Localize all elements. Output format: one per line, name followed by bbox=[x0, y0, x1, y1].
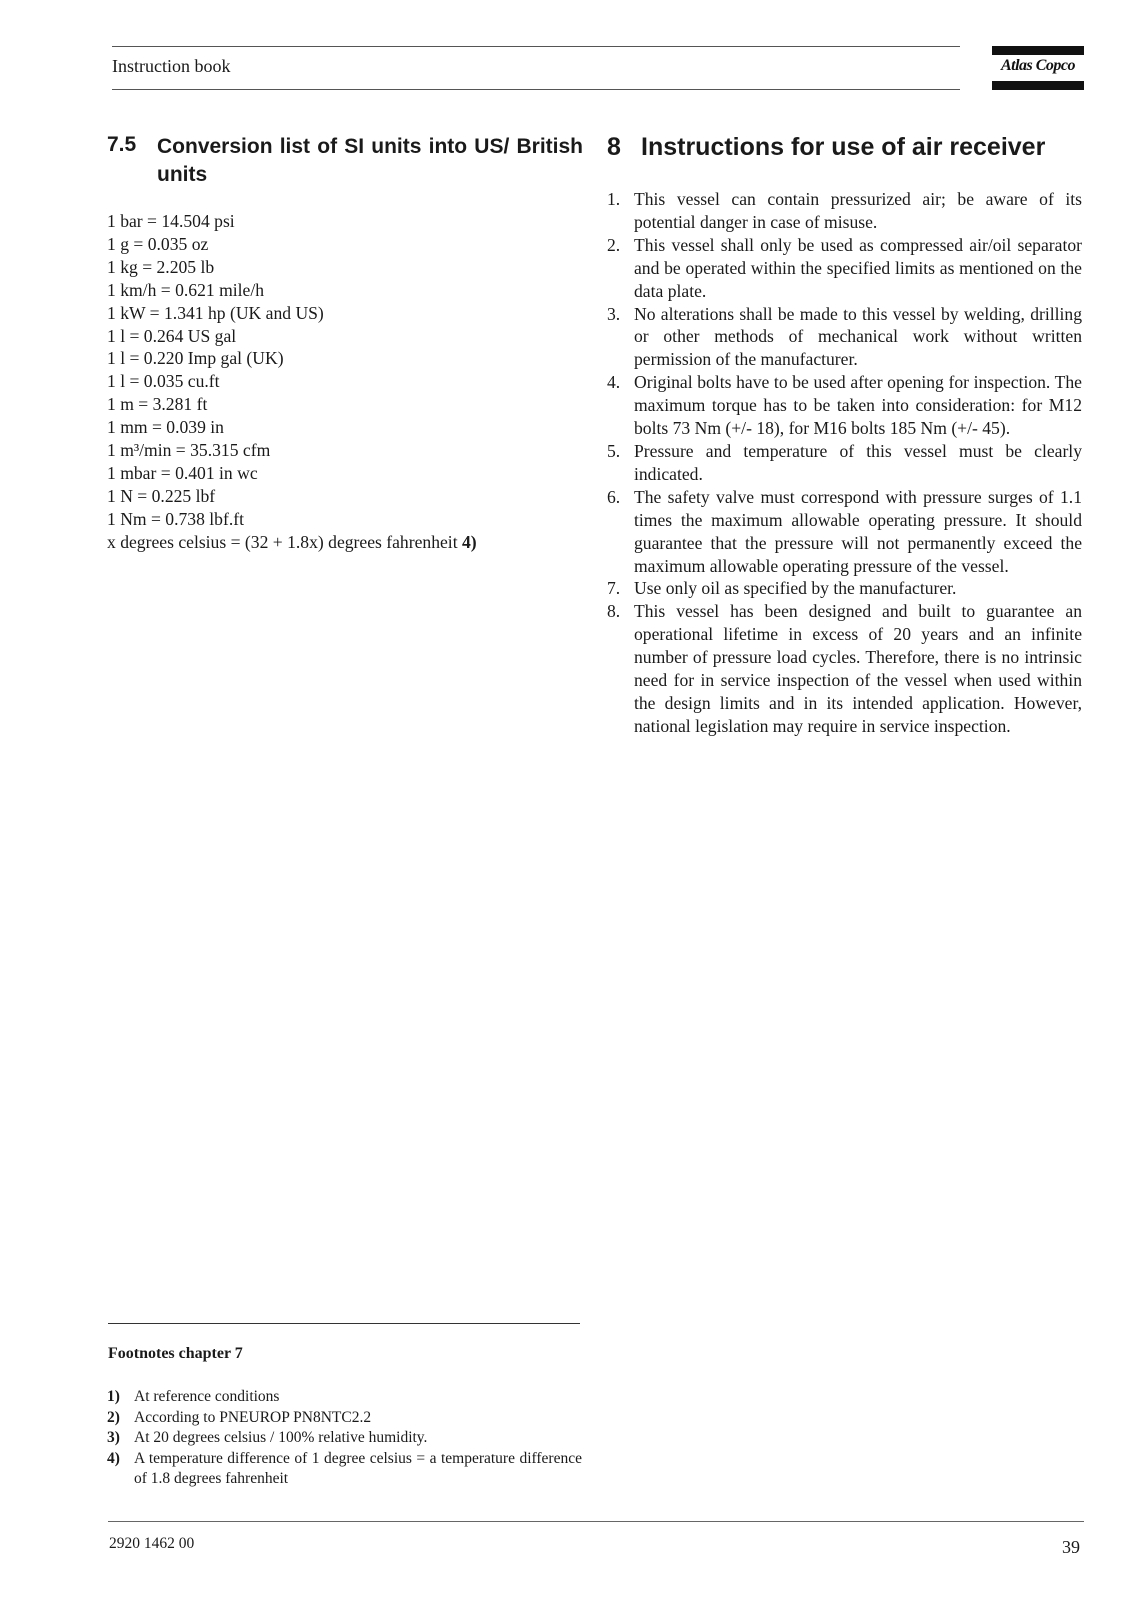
section-8-number: 8 bbox=[607, 133, 621, 161]
instruction-item bbox=[607, 234, 1082, 303]
logo-top-bar bbox=[992, 46, 1084, 55]
footnote-text: At reference conditions bbox=[134, 1388, 280, 1405]
instruction-item bbox=[607, 371, 1082, 440]
instruction-number: 3. bbox=[607, 303, 621, 324]
instruction-text: Original bolts have to be used after opening for inspection. The maximum torque has to be taken into consideration: for M12 bolts 73 Nm (+/- 18), for M16 bolts 185 Nm (+/- 45). bbox=[634, 372, 1082, 439]
conversion-item: 1 l = 0.035 cu.ft bbox=[107, 371, 220, 392]
conversion-item: 1 N = 0.225 lbf bbox=[107, 485, 216, 506]
instruction-number: 2. bbox=[607, 234, 621, 255]
instruction-text: This vessel can contain pressurized air; be aware of its potential danger in case of misuse. bbox=[634, 189, 1082, 232]
section-7-5-number: 7.5 bbox=[107, 133, 137, 156]
instruction-number: 5. bbox=[607, 440, 621, 461]
footnote-text: A temperature difference of 1 degree celsius = a temperature difference of 1.8 degrees fahrenheit bbox=[134, 1449, 582, 1488]
instruction-item bbox=[607, 486, 1082, 578]
footnote-item bbox=[107, 1408, 582, 1429]
instruction-item bbox=[607, 303, 1082, 372]
instruction-number: 7. bbox=[607, 578, 621, 599]
conversion-item: 1 l = 0.264 US gal bbox=[107, 325, 237, 346]
instruction-item bbox=[607, 600, 1082, 737]
conversion-item: 1 m = 3.281 ft bbox=[107, 394, 208, 415]
document-number: 2920 1462 00 bbox=[109, 1535, 195, 1552]
instruction-text: No alterations shall be made to this vessel by welding, drilling or other methods of mechanical work without written permission of the manufacturer. bbox=[634, 303, 1082, 370]
instruction-item bbox=[607, 577, 1082, 600]
footnote-text: According to PNEUROP PN8NTC2.2 bbox=[134, 1408, 372, 1426]
conversion-list bbox=[107, 210, 587, 554]
footnotes-list bbox=[107, 1387, 582, 1490]
footnote-item bbox=[107, 1449, 582, 1490]
instructions-list bbox=[607, 188, 1082, 738]
footnote-number: 3) bbox=[107, 1429, 120, 1447]
temperature-formula: x degrees celsius = (32 + 1.8x) degrees fahrenheit bbox=[107, 531, 462, 552]
footer-rule bbox=[108, 1521, 1084, 1522]
footnote-text: At 20 degrees celsius / 100% relative humidity. bbox=[134, 1429, 428, 1447]
conversion-item: 1 Nm = 0.738 lbf.ft bbox=[107, 508, 244, 529]
conversion-item-temperature bbox=[107, 531, 587, 554]
page-number: 39 bbox=[1062, 1537, 1080, 1557]
conversion-item: 1 mm = 0.039 in bbox=[107, 417, 224, 438]
instruction-number: 4. bbox=[607, 372, 621, 393]
conversion-item: 1 m³/min = 35.315 cfm bbox=[107, 440, 271, 461]
instruction-text: This vessel has been designed and built to guarantee an operational lifetime in excess of 20 years and an infinite number of pressure load cycles. Therefore, there is no intrinsic need for in service inspection of the vessel when used within the design limits and in its intended application. However, national legislation may require in service inspection. bbox=[634, 601, 1082, 736]
conversion-item: 1 mbar = 0.401 in wc bbox=[107, 462, 258, 483]
header-title: Instruction book bbox=[112, 56, 231, 76]
conversion-item: 1 km/h = 0.621 mile/h bbox=[107, 279, 265, 300]
logo-wordmark: Atlas Copco bbox=[1000, 57, 1076, 74]
footnotes-rule bbox=[108, 1323, 580, 1324]
instruction-number: 1. bbox=[607, 189, 621, 209]
footnotes-title: Footnotes chapter 7 bbox=[108, 1345, 243, 1362]
instruction-text: This vessel shall only be used as compressed air/oil separator and be operated within the specified limits as mentioned on the data plate. bbox=[634, 234, 1082, 301]
footnote-number: 4) bbox=[107, 1449, 120, 1467]
instruction-number: 8. bbox=[607, 601, 621, 622]
logo-bottom-bar bbox=[992, 81, 1084, 90]
footnote-ref: 4) bbox=[461, 531, 477, 552]
instruction-item bbox=[607, 188, 1082, 234]
atlas-copco-logo bbox=[992, 46, 1084, 90]
instruction-text: The safety valve must correspond with pressure surges of 1.1 times the maximum allowable operating pressure. It should guarantee that the pressure will not permanently exceed the maximum allowable operating pressure of the vessel. bbox=[634, 486, 1082, 576]
instruction-number: 6. bbox=[607, 486, 621, 507]
footnote-number: 1) bbox=[107, 1388, 120, 1405]
header-top-rule bbox=[112, 46, 960, 47]
footnote-number: 2) bbox=[107, 1408, 120, 1426]
conversion-item: 1 bar = 14.504 psi bbox=[107, 211, 235, 231]
conversion-item: 1 kg = 2.205 lb bbox=[107, 256, 215, 277]
section-7-5-title: Conversion list of SI units into US/ British units bbox=[157, 135, 583, 186]
instruction-text: Use only oil as specified by the manufacturer. bbox=[634, 578, 957, 599]
footnote-item bbox=[107, 1387, 582, 1408]
conversion-item: 1 g = 0.035 oz bbox=[107, 233, 209, 254]
conversion-item: 1 kW = 1.341 hp (UK and US) bbox=[107, 302, 324, 323]
instruction-text: Pressure and temperature of this vessel must be clearly indicated. bbox=[634, 440, 1082, 484]
footnote-item bbox=[107, 1428, 582, 1449]
instruction-item bbox=[607, 440, 1082, 486]
section-8-title: Instructions for use of air receiver bbox=[641, 133, 1046, 161]
conversion-item: 1 l = 0.220 Imp gal (UK) bbox=[107, 348, 284, 369]
header-bottom-rule bbox=[112, 89, 960, 90]
